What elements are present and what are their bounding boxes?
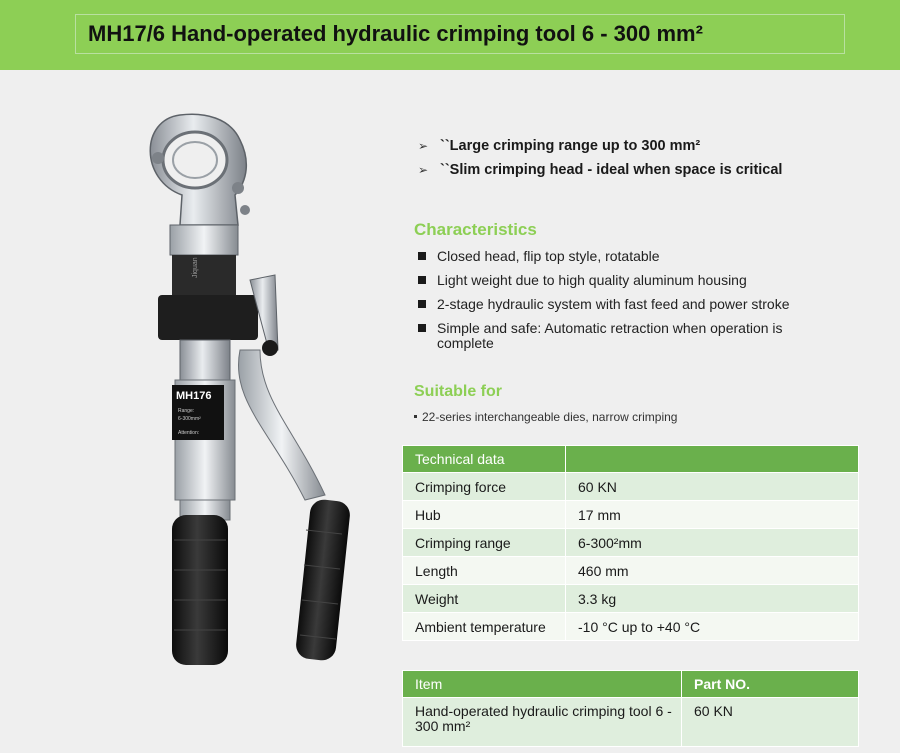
characteristic-item: Closed head, flip top style, rotatable (418, 249, 798, 264)
title-banner (0, 0, 900, 70)
characteristic-item: Light weight due to high quality aluminum housing (418, 273, 798, 288)
technical-data-table (402, 445, 859, 641)
table-header-cell: Item (403, 671, 682, 698)
arrow-icon: ➢ (418, 163, 429, 177)
label-line-3: Attention: (178, 430, 200, 436)
characteristic-item: 2-stage hydraulic system with fast feed and power stroke (418, 297, 798, 312)
label-model: MH176 (176, 390, 212, 402)
table-row: Hand-operated hydraulic crimping tool 6 - 300 mm² 60 KN (403, 698, 859, 747)
characteristic-item: Simple and safe: Automatic retraction when operation is complete (418, 321, 798, 351)
table-row: Length 460 mm (403, 557, 859, 585)
parts-table (402, 670, 859, 747)
suitable-for-item: 22-series interchangeable dies, narrow crimping (414, 410, 677, 424)
bullet-dot-icon (414, 415, 417, 418)
table-header-row (403, 671, 859, 698)
page-title: MH17/6 Hand-operated hydraulic crimping tool 6 - 300 mm² (88, 21, 703, 46)
bullet-square-icon (418, 300, 426, 308)
characteristics-list (418, 249, 798, 351)
product-image (120, 100, 390, 720)
arrow-icon: ➢ (418, 139, 429, 153)
table-row: Weight 3.3 kg (403, 585, 859, 613)
table-row: Ambient temperature -10 °C up to +40 °C (403, 613, 859, 641)
table-row: Crimping range 6-300²mm (403, 529, 859, 557)
table-row: Hub 17 mm (403, 501, 859, 529)
table-header-cell: Part NO. (682, 671, 859, 698)
svg-text:Jiquan: Jiquan (192, 257, 199, 278)
highlights-list (418, 134, 782, 182)
bullet-square-icon (418, 276, 426, 284)
table-header-cell: Technical data (403, 446, 566, 473)
highlight-item: ➢ ``Slim crimping head - ideal when space is critical (418, 162, 783, 178)
characteristics-heading: Characteristics (414, 220, 537, 239)
table-header-row (403, 446, 859, 473)
suitable-for-heading: Suitable for (414, 383, 503, 400)
label-line-1: Range: (178, 408, 195, 414)
highlight-item: ➢ ``Large crimping range up to 300 mm² (418, 138, 701, 154)
bullet-square-icon (418, 252, 426, 260)
label-line-2: 6-300mm² (178, 416, 201, 422)
title-box (75, 14, 845, 54)
table-header-cell (566, 446, 859, 473)
table-row: Crimping force 60 KN (403, 473, 859, 501)
bullet-square-icon (418, 324, 426, 332)
